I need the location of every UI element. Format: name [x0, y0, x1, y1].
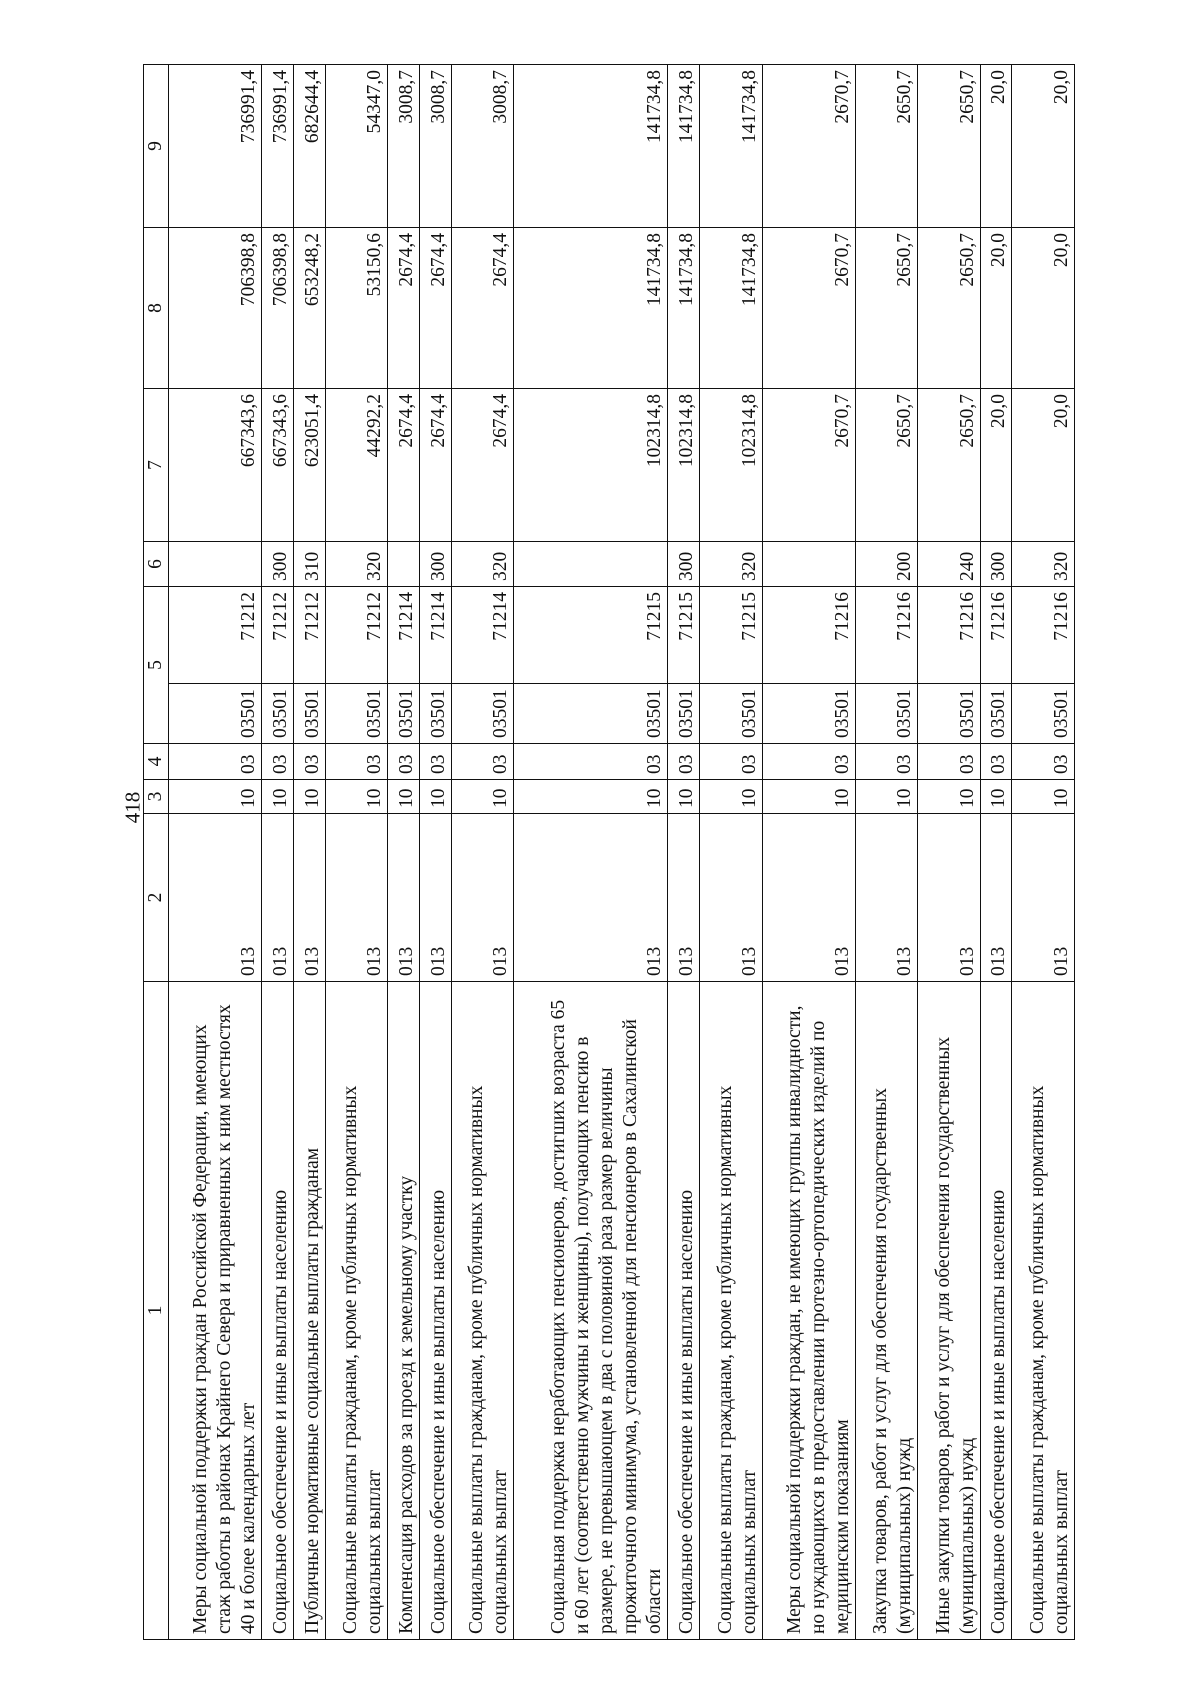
cell-subsection: 03 — [451, 744, 513, 780]
table-row — [451, 65, 513, 1640]
cell-program-code: 03501 — [325, 684, 387, 744]
header-col-7: 7 — [144, 389, 169, 542]
table-row — [918, 65, 980, 1640]
cell-target-code: 71214 — [388, 587, 420, 684]
cell-target-code: 71215 — [514, 587, 668, 684]
cell-amount-year-1: 2674,4 — [419, 389, 451, 542]
cell-expense-type: 320 — [700, 542, 762, 587]
cell-section: 10 — [514, 780, 668, 814]
header-col-5: 5 — [144, 587, 169, 744]
cell-amount-year-1: 2674,4 — [388, 389, 420, 542]
cell-amount-year-1: 667343,6 — [262, 389, 294, 542]
cell-target-code: 71215 — [668, 587, 700, 684]
row-description: Социальные выплаты гражданам, кроме публичных нормативных социальных выплат — [700, 982, 762, 1640]
cell-section: 10 — [388, 780, 420, 814]
row-description: Социальное обеспечение и иные выплаты населению — [668, 982, 700, 1640]
header-col-2: 2 — [144, 814, 169, 982]
cell-section: 10 — [918, 780, 980, 814]
cell-expense-type: 300 — [262, 542, 294, 587]
cell-subsection: 03 — [514, 744, 668, 780]
cell-program-code: 03501 — [1012, 684, 1075, 744]
cell-amount-year-1: 2650,7 — [918, 389, 980, 542]
header-row — [144, 65, 169, 1640]
row-description: Социальные выплаты гражданам, кроме публичных нормативных социальных выплат — [325, 982, 387, 1640]
cell-amount-year-2: 20,0 — [1012, 228, 1075, 389]
row-description: Меры социальной поддержки граждан Российской Федерации, имеющих стаж работы в районах Крайнего Севера и приравненных к ним местностях 40 и более календарных лет — [169, 982, 262, 1640]
cell-expense-type: 240 — [918, 542, 980, 587]
cell-ministry-code: 013 — [293, 814, 325, 982]
cell-subsection: 03 — [388, 744, 420, 780]
cell-amount-year-1: 2670,7 — [762, 389, 855, 542]
cell-amount-year-2: 2650,7 — [855, 228, 917, 389]
cell-amount-year-2: 2674,4 — [419, 228, 451, 389]
cell-amount-year-3: 20,0 — [980, 65, 1012, 228]
cell-expense-type: 300 — [668, 542, 700, 587]
cell-target-code: 71216 — [762, 587, 855, 684]
cell-program-code: 03501 — [169, 684, 262, 744]
cell-amount-year-1: 667343,6 — [169, 389, 262, 542]
table-row — [262, 65, 294, 1640]
table-row — [293, 65, 325, 1640]
cell-amount-year-3: 20,0 — [1012, 65, 1075, 228]
cell-program-code: 03501 — [262, 684, 294, 744]
cell-section: 10 — [169, 780, 262, 814]
cell-ministry-code: 013 — [325, 814, 387, 982]
table-row — [1012, 65, 1075, 1640]
cell-section: 10 — [419, 780, 451, 814]
cell-ministry-code: 013 — [419, 814, 451, 982]
cell-section: 10 — [980, 780, 1012, 814]
cell-target-code: 71214 — [419, 587, 451, 684]
cell-ministry-code: 013 — [388, 814, 420, 982]
cell-expense-type: 320 — [1012, 542, 1075, 587]
cell-section: 10 — [762, 780, 855, 814]
cell-subsection: 03 — [762, 744, 855, 780]
cell-amount-year-2: 141734,8 — [700, 228, 762, 389]
cell-program-code: 03501 — [293, 684, 325, 744]
cell-amount-year-1: 44292,2 — [325, 389, 387, 542]
cell-amount-year-3: 2650,7 — [918, 65, 980, 228]
table-row — [980, 65, 1012, 1640]
cell-amount-year-1: 102314,8 — [700, 389, 762, 542]
cell-program-code: 03501 — [700, 684, 762, 744]
header-col-1: 1 — [144, 982, 169, 1640]
cell-amount-year-3: 141734,8 — [668, 65, 700, 228]
row-description: Социальные выплаты гражданам, кроме публичных нормативных социальных выплат — [1012, 982, 1075, 1640]
cell-ministry-code: 013 — [451, 814, 513, 982]
cell-amount-year-2: 2674,4 — [388, 228, 420, 389]
cell-amount-year-1: 2650,7 — [855, 389, 917, 542]
row-description: Социальное обеспечение и иные выплаты населению — [262, 982, 294, 1640]
table-row — [762, 65, 855, 1640]
cell-amount-year-3: 2650,7 — [855, 65, 917, 228]
cell-target-code: 71216 — [918, 587, 980, 684]
cell-amount-year-2: 2674,4 — [451, 228, 513, 389]
cell-target-code: 71212 — [262, 587, 294, 684]
cell-program-code: 03501 — [668, 684, 700, 744]
budget-table — [143, 64, 1075, 1640]
cell-amount-year-3: 736991,4 — [169, 65, 262, 228]
cell-ministry-code: 013 — [980, 814, 1012, 982]
cell-section: 10 — [700, 780, 762, 814]
row-description: Компенсация расходов за проезд к земельному участку — [388, 982, 420, 1640]
table-row — [668, 65, 700, 1640]
cell-ministry-code: 013 — [169, 814, 262, 982]
cell-amount-year-2: 2670,7 — [762, 228, 855, 389]
cell-ministry-code: 013 — [1012, 814, 1075, 982]
cell-expense-type — [762, 542, 855, 587]
cell-program-code: 03501 — [762, 684, 855, 744]
table-row — [169, 65, 262, 1640]
cell-amount-year-2: 706398,8 — [262, 228, 294, 389]
cell-subsection: 03 — [169, 744, 262, 780]
cell-subsection: 03 — [325, 744, 387, 780]
cell-program-code: 03501 — [419, 684, 451, 744]
row-description: Социальная поддержка неработающих пенсионеров, достигших возраста 65 и 60 лет (соответственно мужчины и женщины), получающих пенсию в размере, не превышающем в два с половиной раза размер величины прожиточного минимума, установленной для пенсионеров в Сахалинской области — [514, 982, 668, 1640]
cell-expense-type: 200 — [855, 542, 917, 587]
rotated-table-wrapper — [143, 65, 1075, 1640]
cell-subsection: 03 — [855, 744, 917, 780]
header-col-4: 4 — [144, 744, 169, 780]
cell-target-code: 71216 — [980, 587, 1012, 684]
cell-amount-year-1: 2674,4 — [451, 389, 513, 542]
cell-subsection: 03 — [262, 744, 294, 780]
cell-amount-year-1: 623051,4 — [293, 389, 325, 542]
table-row — [388, 65, 420, 1640]
row-description: Публичные нормативные социальные выплаты гражданам — [293, 982, 325, 1640]
row-description: Социальное обеспечение и иные выплаты населению — [980, 982, 1012, 1640]
cell-amount-year-2: 2650,7 — [918, 228, 980, 389]
cell-section: 10 — [262, 780, 294, 814]
cell-ministry-code: 013 — [262, 814, 294, 982]
cell-expense-type — [169, 542, 262, 587]
cell-expense-type: 300 — [419, 542, 451, 587]
header-col-6: 6 — [144, 542, 169, 587]
cell-section: 10 — [668, 780, 700, 814]
cell-expense-type: 320 — [451, 542, 513, 587]
cell-section: 10 — [1012, 780, 1075, 814]
cell-ministry-code: 013 — [762, 814, 855, 982]
row-description: Социальные выплаты гражданам, кроме публичных нормативных социальных выплат — [451, 982, 513, 1640]
cell-program-code: 03501 — [514, 684, 668, 744]
cell-amount-year-3: 682644,4 — [293, 65, 325, 228]
cell-ministry-code: 013 — [514, 814, 668, 982]
cell-amount-year-2: 706398,8 — [169, 228, 262, 389]
cell-subsection: 03 — [1012, 744, 1075, 780]
cell-subsection: 03 — [700, 744, 762, 780]
cell-amount-year-2: 20,0 — [980, 228, 1012, 389]
cell-amount-year-3: 54347,0 — [325, 65, 387, 228]
cell-amount-year-1: 102314,8 — [668, 389, 700, 542]
cell-subsection: 03 — [918, 744, 980, 780]
cell-ministry-code: 013 — [668, 814, 700, 982]
cell-ministry-code: 013 — [700, 814, 762, 982]
table-row — [700, 65, 762, 1640]
page-number: 418 — [120, 791, 145, 824]
cell-target-code: 71216 — [855, 587, 917, 684]
cell-target-code: 71212 — [293, 587, 325, 684]
cell-amount-year-1: 20,0 — [980, 389, 1012, 542]
cell-amount-year-2: 141734,8 — [514, 228, 668, 389]
cell-subsection: 03 — [980, 744, 1012, 780]
cell-amount-year-3: 141734,8 — [700, 65, 762, 228]
cell-section: 10 — [325, 780, 387, 814]
table-row — [855, 65, 917, 1640]
cell-program-code: 03501 — [980, 684, 1012, 744]
cell-amount-year-3: 2670,7 — [762, 65, 855, 228]
cell-amount-year-2: 53150,6 — [325, 228, 387, 389]
cell-expense-type — [514, 542, 668, 587]
cell-program-code: 03501 — [388, 684, 420, 744]
cell-program-code: 03501 — [855, 684, 917, 744]
table-body — [169, 65, 1075, 1640]
cell-amount-year-1: 20,0 — [1012, 389, 1075, 542]
cell-target-code: 71212 — [325, 587, 387, 684]
cell-amount-year-3: 3008,7 — [388, 65, 420, 228]
cell-subsection: 03 — [419, 744, 451, 780]
cell-program-code: 03501 — [918, 684, 980, 744]
cell-target-code: 71216 — [1012, 587, 1075, 684]
cell-ministry-code: 013 — [855, 814, 917, 982]
cell-ministry-code: 013 — [918, 814, 980, 982]
row-description: Социальное обеспечение и иные выплаты населению — [419, 982, 451, 1640]
header-col-9: 9 — [144, 65, 169, 228]
cell-amount-year-2: 141734,8 — [668, 228, 700, 389]
cell-section: 10 — [293, 780, 325, 814]
table-row — [325, 65, 387, 1640]
cell-program-code: 03501 — [451, 684, 513, 744]
cell-subsection: 03 — [293, 744, 325, 780]
cell-amount-year-2: 653248,2 — [293, 228, 325, 389]
cell-target-code: 71215 — [700, 587, 762, 684]
cell-expense-type: 310 — [293, 542, 325, 587]
table-row — [514, 65, 668, 1640]
cell-amount-year-1: 102314,8 — [514, 389, 668, 542]
row-description: Иные закупки товаров, работ и услуг для обеспечения государственных (муниципальных) нужд — [918, 982, 980, 1640]
table-row — [419, 65, 451, 1640]
cell-expense-type: 300 — [980, 542, 1012, 587]
row-description: Меры социальной поддержки граждан, не имеющих группы инвалидности, но нуждающихся в предоставлении протезно-ортопедических изделий по медицинским показаниям — [762, 982, 855, 1640]
row-description: Закупка товаров, работ и услуг для обеспечения государственных (муниципальных) нужд — [855, 982, 917, 1640]
cell-amount-year-3: 3008,7 — [419, 65, 451, 228]
cell-expense-type — [388, 542, 420, 587]
cell-amount-year-3: 736991,4 — [262, 65, 294, 228]
cell-amount-year-3: 141734,8 — [514, 65, 668, 228]
cell-target-code: 71214 — [451, 587, 513, 684]
cell-subsection: 03 — [668, 744, 700, 780]
header-col-8: 8 — [144, 228, 169, 389]
cell-section: 10 — [855, 780, 917, 814]
cell-amount-year-3: 3008,7 — [451, 65, 513, 228]
cell-section: 10 — [451, 780, 513, 814]
header-col-3: 3 — [144, 780, 169, 814]
cell-target-code: 71212 — [169, 587, 262, 684]
cell-expense-type: 320 — [325, 542, 387, 587]
